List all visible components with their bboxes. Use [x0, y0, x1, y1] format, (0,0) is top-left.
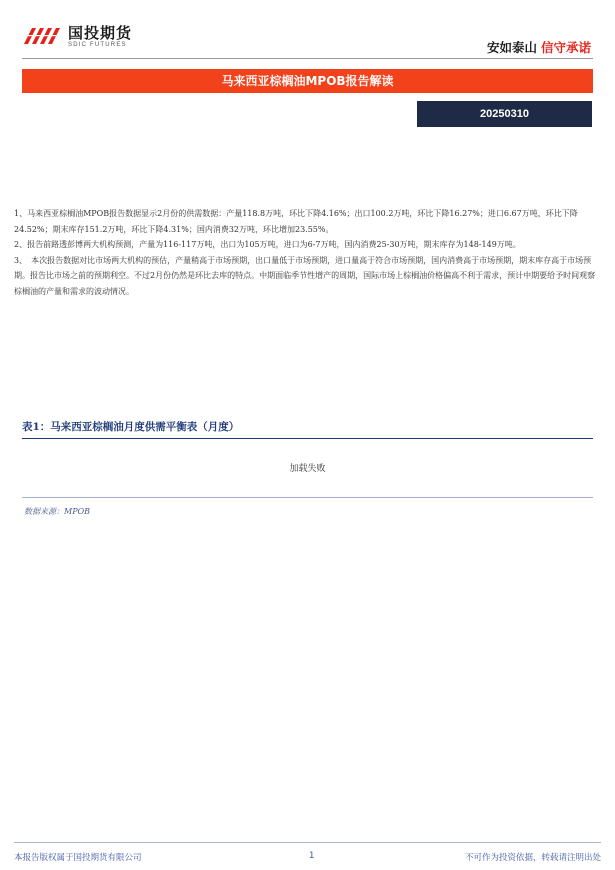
page-number: 1 — [309, 851, 315, 861]
slogan — [487, 38, 591, 56]
report-body — [14, 206, 602, 299]
slogan-part2: 信守承诺 — [540, 40, 591, 55]
header-divider — [22, 58, 593, 59]
report-date: 20250310 — [417, 101, 592, 127]
table-bottom-rule — [22, 497, 593, 498]
footer-disclaimer: 不可作为投资依据，转载请注明出处 — [464, 853, 601, 863]
logo-text-cn: 国投期货 — [68, 24, 133, 42]
table-load-failed-text: 加载失败 — [289, 464, 326, 474]
footer-copyright: 本报告版权属于国投期货有限公司 — [14, 853, 142, 863]
table-title: 表1：马来西亚棕榈油月度供需平衡表（月度） — [22, 421, 240, 433]
data-source: 数据来源：MPOB — [24, 507, 91, 516]
paragraph-1: 1、马来西亚棕榈油MPOB报告数据显示2月份的供需数据：产量118.8万吨，环比下降4.16%；出口100.2万吨，环比下降16.27%；进口6.67万吨，环比下降24.52%；期末库存151.2万吨，环比下降4.31%；国内消费32万吨，环比增加23.55%。 — [14, 209, 578, 234]
logo-text-en: SDIC FUTURES — [68, 42, 127, 48]
paragraph-3: 3、 本次报告数据对比市场两大机构的预估，产量稍高于市场预期，出口量低于市场预期，进口量高于符合市场预期，国内消费高于市场预期，期末库存高于市场预期。报告比市场之前的预期利空。不过2月份仍然是环比去库的特点。中期面临季节性增产的周期，国际市场上棕榈油价格偏高不利于需求，预计中期要给予时间观察棕榈油的产量和需求的波动情况。 — [14, 255, 596, 296]
paragraph-2: 2、报告前路透彭博两大机构预测，产量为116-117万吨，出口为105万吨，进口为6-7万吨，国内消费25-30万吨，期末库存为148-149万吨。 — [14, 240, 521, 249]
table-top-rule — [22, 438, 593, 439]
report-title: 马来西亚棕榈油MPOB报告解读 — [22, 69, 593, 93]
slogan-part1: 安如泰山 — [486, 40, 537, 55]
logo-mark-icon — [22, 24, 64, 46]
company-logo — [22, 22, 152, 56]
footer-divider — [14, 842, 601, 843]
